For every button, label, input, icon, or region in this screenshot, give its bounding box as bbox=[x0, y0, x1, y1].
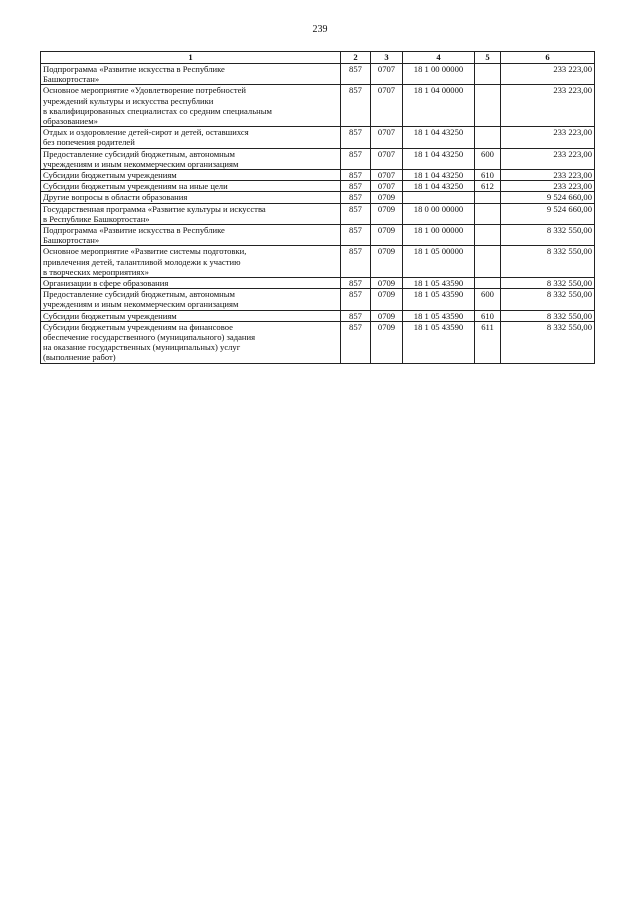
row-razdel-cell: 0707 bbox=[371, 170, 403, 181]
row-razdel-cell: 0709 bbox=[371, 289, 403, 310]
table-row bbox=[41, 203, 595, 224]
column-header: 2 bbox=[341, 52, 371, 64]
row-ved-cell: 857 bbox=[341, 148, 371, 169]
table-row bbox=[41, 148, 595, 169]
row-csr-cell: 18 1 04 43250 bbox=[403, 181, 475, 192]
row-ved-cell: 857 bbox=[341, 64, 371, 85]
row-name-cell: Предоставление субсидий бюджетным, автономным учреждениям и иным некоммерческим организациям bbox=[41, 289, 341, 310]
row-ved-cell: 857 bbox=[341, 278, 371, 289]
table-row bbox=[41, 127, 595, 148]
table-row bbox=[41, 192, 595, 203]
row-razdel-cell: 0707 bbox=[371, 127, 403, 148]
row-razdel-cell: 0709 bbox=[371, 278, 403, 289]
row-razdel-cell: 0709 bbox=[371, 310, 403, 321]
table-row bbox=[41, 321, 595, 363]
row-sum-cell: 9 524 660,00 bbox=[501, 203, 595, 224]
row-razdel-cell: 0709 bbox=[371, 203, 403, 224]
row-sum-cell: 8 332 550,00 bbox=[501, 289, 595, 310]
table-row bbox=[41, 181, 595, 192]
row-ved-cell: 857 bbox=[341, 85, 371, 127]
row-vr-cell bbox=[475, 246, 501, 278]
row-name-cell: Основное мероприятие «Развитие системы подготовки, привлечения детей, талантливой молодежи к участию в творческих мероприятиях» bbox=[41, 246, 341, 278]
row-vr-cell: 610 bbox=[475, 170, 501, 181]
column-header: 6 bbox=[501, 52, 595, 64]
row-csr-cell bbox=[403, 192, 475, 203]
row-name-cell: Основное мероприятие «Удовлетворение потребностей учреждений культуры и искусства республики в квалифицированных специалистах со средним специальным образованием» bbox=[41, 85, 341, 127]
row-razdel-cell: 0707 bbox=[371, 148, 403, 169]
table-body bbox=[41, 64, 595, 364]
row-ved-cell: 857 bbox=[341, 310, 371, 321]
row-ved-cell: 857 bbox=[341, 246, 371, 278]
row-sum-cell: 8 332 550,00 bbox=[501, 246, 595, 278]
row-vr-cell bbox=[475, 278, 501, 289]
row-name-cell: Предоставление субсидий бюджетным, автономным учреждениям и иным некоммерческим организациям bbox=[41, 148, 341, 169]
row-name-cell: Субсидии бюджетным учреждениям bbox=[41, 170, 341, 181]
row-sum-cell: 233 223,00 bbox=[501, 170, 595, 181]
column-header: 3 bbox=[371, 52, 403, 64]
row-sum-cell: 233 223,00 bbox=[501, 181, 595, 192]
row-sum-cell: 233 223,00 bbox=[501, 85, 595, 127]
row-csr-cell: 18 1 04 43250 bbox=[403, 127, 475, 148]
row-csr-cell: 18 1 05 43590 bbox=[403, 321, 475, 363]
row-ved-cell: 857 bbox=[341, 192, 371, 203]
row-vr-cell bbox=[475, 64, 501, 85]
row-vr-cell: 600 bbox=[475, 289, 501, 310]
row-csr-cell: 18 1 04 00000 bbox=[403, 85, 475, 127]
row-ved-cell: 857 bbox=[341, 225, 371, 246]
row-vr-cell: 600 bbox=[475, 148, 501, 169]
row-sum-cell: 233 223,00 bbox=[501, 64, 595, 85]
column-header: 4 bbox=[403, 52, 475, 64]
row-csr-cell: 18 1 00 00000 bbox=[403, 225, 475, 246]
row-razdel-cell: 0709 bbox=[371, 246, 403, 278]
row-vr-cell: 611 bbox=[475, 321, 501, 363]
row-razdel-cell: 0707 bbox=[371, 64, 403, 85]
row-vr-cell bbox=[475, 192, 501, 203]
row-vr-cell bbox=[475, 225, 501, 246]
row-name-cell: Другие вопросы в области образования bbox=[41, 192, 341, 203]
row-ved-cell: 857 bbox=[341, 170, 371, 181]
table-row bbox=[41, 278, 595, 289]
row-name-cell: Подпрограмма «Развитие искусства в Республике Башкортостан» bbox=[41, 64, 341, 85]
table-row bbox=[41, 246, 595, 278]
column-header: 1 bbox=[41, 52, 341, 64]
row-ved-cell: 857 bbox=[341, 203, 371, 224]
row-razdel-cell: 0707 bbox=[371, 181, 403, 192]
table-row bbox=[41, 310, 595, 321]
row-sum-cell: 8 332 550,00 bbox=[501, 225, 595, 246]
row-name-cell: Отдых и оздоровление детей-сирот и детей, оставшихся без попечения родителей bbox=[41, 127, 341, 148]
row-sum-cell: 8 332 550,00 bbox=[501, 278, 595, 289]
row-razdel-cell: 0707 bbox=[371, 85, 403, 127]
row-csr-cell: 18 1 04 43250 bbox=[403, 170, 475, 181]
row-vr-cell bbox=[475, 85, 501, 127]
row-name-cell: Государственная программа «Развитие культуры и искусства в Республике Башкортостан» bbox=[41, 203, 341, 224]
row-name-cell: Подпрограмма «Развитие искусства в Республике Башкортостан» bbox=[41, 225, 341, 246]
row-vr-cell bbox=[475, 127, 501, 148]
row-sum-cell: 9 524 660,00 bbox=[501, 192, 595, 203]
column-header: 5 bbox=[475, 52, 501, 64]
row-sum-cell: 8 332 550,00 bbox=[501, 310, 595, 321]
row-razdel-cell: 0709 bbox=[371, 192, 403, 203]
row-csr-cell: 18 1 04 43250 bbox=[403, 148, 475, 169]
row-ved-cell: 857 bbox=[341, 127, 371, 148]
row-csr-cell: 18 1 00 00000 bbox=[403, 64, 475, 85]
page-number: 239 bbox=[312, 24, 328, 35]
row-ved-cell: 857 bbox=[341, 321, 371, 363]
row-razdel-cell: 0709 bbox=[371, 225, 403, 246]
row-sum-cell: 233 223,00 bbox=[501, 127, 595, 148]
table-row bbox=[41, 225, 595, 246]
row-ved-cell: 857 bbox=[341, 181, 371, 192]
table-header-row bbox=[41, 52, 595, 64]
row-vr-cell bbox=[475, 203, 501, 224]
table-row bbox=[41, 170, 595, 181]
row-csr-cell: 18 1 05 43590 bbox=[403, 278, 475, 289]
row-name-cell: Субсидии бюджетным учреждениям на финансовое обеспечение государственного (муниципального) задания на оказание государственных (муниципальных) услуг (выполнение работ) bbox=[41, 321, 341, 363]
budget-table bbox=[40, 51, 595, 364]
table-row bbox=[41, 289, 595, 310]
row-csr-cell: 18 1 05 43590 bbox=[403, 289, 475, 310]
row-csr-cell: 18 1 05 00000 bbox=[403, 246, 475, 278]
row-name-cell: Субсидии бюджетным учреждениям на иные цели bbox=[41, 181, 341, 192]
row-razdel-cell: 0709 bbox=[371, 321, 403, 363]
row-csr-cell: 18 1 05 43590 bbox=[403, 310, 475, 321]
row-sum-cell: 8 332 550,00 bbox=[501, 321, 595, 363]
table-row bbox=[41, 64, 595, 85]
row-vr-cell: 612 bbox=[475, 181, 501, 192]
row-ved-cell: 857 bbox=[341, 289, 371, 310]
row-name-cell: Организации в сфере образования bbox=[41, 278, 341, 289]
row-csr-cell: 18 0 00 00000 bbox=[403, 203, 475, 224]
row-sum-cell: 233 223,00 bbox=[501, 148, 595, 169]
table-row bbox=[41, 85, 595, 127]
row-vr-cell: 610 bbox=[475, 310, 501, 321]
row-name-cell: Субсидии бюджетным учреждениям bbox=[41, 310, 341, 321]
